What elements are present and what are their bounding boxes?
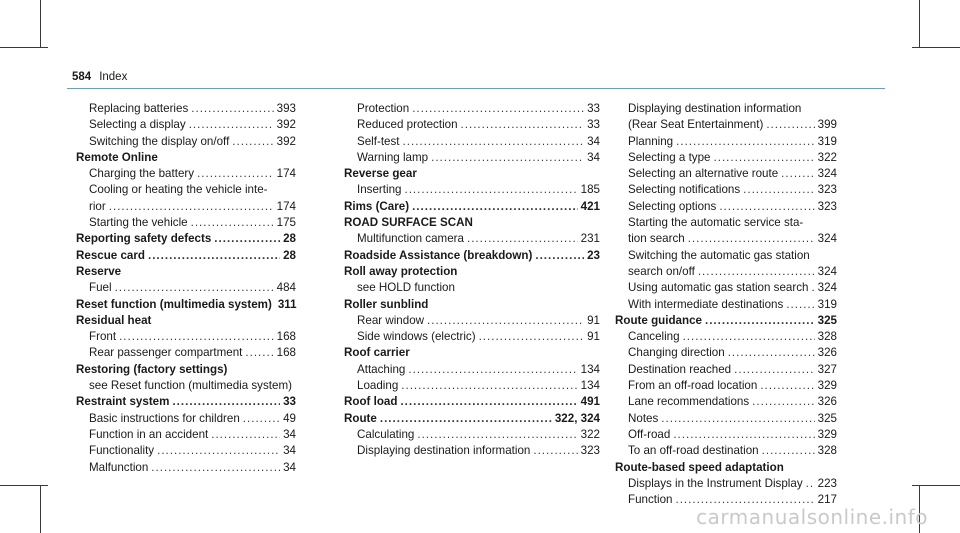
index-entry: Switching the automatic gas station	[628, 248, 810, 262]
index-entry	[344, 313, 600, 329]
page-reference[interactable]: 34	[283, 460, 296, 474]
leader-dots	[743, 182, 815, 198]
index-entry	[615, 280, 837, 296]
watermark: carmanualsonline.info	[696, 505, 928, 529]
page-reference[interactable]: 323	[817, 199, 837, 213]
leader-dots	[412, 101, 584, 117]
index-entry	[76, 199, 296, 215]
page-reference[interactable]: 49	[283, 411, 296, 425]
index-heading	[344, 248, 600, 264]
page-reference[interactable]: 174	[276, 167, 296, 181]
leader-dots	[403, 134, 585, 150]
entry-text: Calculating	[357, 427, 415, 441]
entry-text: To an off-road destination	[628, 444, 759, 458]
entry-text: Rear window	[357, 313, 425, 327]
crop-mark	[40, 485, 41, 533]
index-entry	[615, 134, 837, 150]
leader-dots	[412, 199, 578, 215]
index-entry: see HOLD function	[357, 281, 455, 295]
leader-dots	[431, 150, 584, 166]
index-column-1	[76, 101, 296, 476]
index-column-3	[615, 101, 837, 508]
leader-dots	[232, 134, 273, 150]
index-entry	[344, 101, 600, 117]
index-entry	[615, 443, 837, 459]
entry-text: Fuel	[89, 281, 112, 295]
entry-text: rior	[89, 199, 106, 213]
index-entry	[344, 231, 600, 247]
index-entry	[76, 215, 296, 231]
index-entry	[615, 378, 837, 394]
leader-dots	[408, 362, 577, 378]
entry-text: Lane recommendations	[628, 395, 750, 409]
index-entry	[76, 443, 296, 459]
entry-text: Selecting an alternative route	[628, 167, 779, 181]
page-reference[interactable]: 329	[817, 379, 837, 393]
index-entry	[615, 362, 837, 378]
index-entry	[76, 345, 296, 361]
entry-text: Planning	[628, 134, 674, 148]
index-entry	[615, 476, 837, 492]
leader-dots	[467, 231, 578, 247]
page-reference[interactable]: 91	[587, 313, 600, 327]
leader-dots	[400, 394, 577, 410]
page-reference[interactable]: 322	[817, 150, 837, 164]
index-entry	[76, 329, 296, 345]
page-reference[interactable]: 324	[817, 281, 837, 295]
index-entry	[615, 345, 837, 361]
page-reference[interactable]: 322	[580, 427, 600, 441]
index-entry	[344, 329, 600, 345]
entry-text: Route guidance	[615, 313, 702, 327]
page-reference[interactable]: 328	[817, 444, 837, 458]
index-entry	[344, 427, 600, 443]
index-heading	[76, 394, 296, 410]
leader-dots	[157, 443, 280, 459]
leader-dots	[676, 134, 815, 150]
leader-dots	[243, 411, 280, 427]
index-entry	[344, 362, 600, 378]
page-reference[interactable]: 28	[283, 232, 296, 246]
entry-text: Multifunction camera	[357, 232, 464, 246]
entry-text: Side windows (electric)	[357, 330, 476, 344]
leader-dots	[189, 117, 274, 133]
page-reference[interactable]: 174	[276, 199, 296, 213]
leader-dots	[404, 182, 577, 198]
leader-dots	[760, 378, 814, 394]
index-entry	[615, 297, 837, 313]
leader-dots	[786, 297, 814, 313]
page-reference[interactable]: 326	[817, 346, 837, 360]
leader-dots	[806, 476, 815, 492]
entry-text: Attaching	[357, 362, 406, 376]
index-entry	[344, 443, 600, 459]
entry-text: Reset function (multimedia system)	[76, 297, 272, 311]
index-entry	[76, 117, 296, 133]
leader-dots	[719, 199, 814, 215]
entry-text: Selecting a type	[628, 150, 711, 164]
leader-dots	[109, 199, 274, 215]
page-reference[interactable]: 28	[283, 248, 296, 262]
leader-dots	[661, 411, 814, 427]
leader-dots	[479, 329, 585, 345]
page-reference[interactable]: 326	[817, 395, 837, 409]
index-entry	[615, 182, 837, 198]
leader-dots	[191, 101, 273, 117]
entry-text: Rescue card	[76, 248, 145, 262]
page-reference[interactable]: 217	[817, 493, 837, 507]
entry-text: Destination reached	[628, 362, 732, 376]
page-reference[interactable]: 91	[587, 330, 600, 344]
index-entry	[344, 378, 600, 394]
page-reference[interactable]: 223	[817, 476, 837, 490]
page-reference[interactable]: 319	[817, 134, 837, 148]
page-reference[interactable]: 491	[580, 395, 600, 409]
index-entry	[615, 117, 837, 133]
crop-mark	[0, 47, 48, 48]
entry-text: tion search	[628, 232, 685, 246]
crop-mark	[912, 47, 960, 48]
index-heading: Reverse gear	[344, 167, 417, 181]
page-reference[interactable]: 323	[580, 444, 600, 458]
index-entry	[76, 166, 296, 182]
index-heading: Roll away protection	[344, 264, 458, 278]
index-entry	[76, 411, 296, 427]
leader-dots	[148, 248, 280, 264]
entry-text: Route	[344, 411, 377, 425]
index-heading	[344, 394, 600, 410]
entry-text: Displays in the Instrument Display	[628, 476, 803, 490]
entry-text: Roof load	[344, 395, 398, 409]
index-heading	[344, 411, 600, 427]
index-entry	[344, 134, 600, 150]
entry-text: Basic instructions for children	[89, 411, 240, 425]
page-reference[interactable]: 33	[587, 118, 600, 132]
leader-dots	[401, 378, 577, 394]
leader-dots	[688, 231, 815, 247]
page-reference[interactable]: 175	[276, 216, 296, 230]
leader-dots	[461, 117, 585, 133]
index-entry	[76, 280, 296, 296]
entry-text: Rear passenger compartment	[89, 346, 243, 360]
index-heading	[615, 313, 837, 329]
entry-text: Protection	[357, 102, 410, 115]
page-reference[interactable]: 325	[817, 411, 837, 425]
entry-text: Selecting a display	[89, 118, 186, 132]
index-heading: Restoring (factory settings)	[76, 362, 228, 376]
leader-dots	[119, 329, 274, 345]
index-heading	[76, 297, 296, 313]
page-reference[interactable]: 185	[580, 183, 600, 197]
leader-dots	[752, 394, 814, 410]
index-heading: Residual heat	[76, 313, 152, 327]
leader-dots	[734, 362, 815, 378]
entry-text: Selecting options	[628, 199, 717, 213]
page-reference[interactable]: 134	[580, 379, 600, 393]
leader-dots	[766, 117, 814, 133]
entry-text: Function	[628, 493, 673, 507]
page-reference[interactable]: 134	[580, 362, 600, 376]
leader-dots	[417, 427, 577, 443]
page-number: 584	[72, 71, 92, 83]
index-heading	[76, 248, 296, 264]
page-reference[interactable]: 329	[817, 427, 837, 441]
index-entry	[615, 199, 837, 215]
index-heading: Roller sunblind	[344, 297, 429, 311]
index-entry	[344, 182, 600, 198]
index-entry	[615, 394, 837, 410]
index-entry	[76, 460, 296, 476]
page-reference[interactable]: 34	[283, 444, 296, 458]
page-reference[interactable]: 421	[580, 199, 600, 213]
entry-text: Canceling	[628, 330, 680, 344]
index-entry	[615, 166, 837, 182]
entry-text: Malfunction	[89, 460, 149, 474]
entry-text: Starting the vehicle	[89, 216, 188, 230]
entry-text: Inserting	[357, 183, 402, 197]
header-rule	[67, 88, 885, 89]
page-reference[interactable]: 33	[587, 102, 600, 115]
page-reference[interactable]: 168	[276, 330, 296, 344]
index-entry	[344, 117, 600, 133]
page-reference[interactable]: 324	[817, 232, 837, 246]
index-entry: Starting the automatic service sta-	[628, 216, 804, 230]
page-reference[interactable]: 324	[817, 167, 837, 181]
index-entry	[344, 150, 600, 166]
index-entry	[615, 427, 837, 443]
crop-mark	[919, 0, 920, 48]
leader-dots	[211, 427, 280, 443]
leader-dots	[214, 231, 280, 247]
page-reference[interactable]: 393	[276, 102, 296, 115]
entry-text: Off-road	[628, 427, 671, 441]
index-column-2	[344, 101, 600, 460]
page-reference[interactable]: 23	[587, 248, 600, 262]
leader-dots	[115, 280, 274, 296]
leader-dots	[151, 460, 280, 476]
page-title: Index	[99, 71, 128, 83]
entry-text: Restraint system	[76, 395, 170, 409]
page-reference[interactable]: 311	[277, 297, 297, 311]
page-reference[interactable]: 399	[817, 118, 837, 132]
index-heading: Remote Online	[76, 150, 158, 164]
index-heading: Roof carrier	[344, 346, 410, 360]
index-entry: Cooling or heating the vehicle inte-	[89, 183, 268, 197]
index-entry: see Reset function (multimedia system)	[89, 379, 292, 393]
page-reference[interactable]: 323	[817, 183, 837, 197]
entry-text: With intermediate destinations	[628, 297, 784, 311]
index-heading	[76, 231, 296, 247]
index-entry	[615, 329, 837, 345]
leader-dots	[698, 264, 815, 280]
crop-mark	[912, 485, 960, 486]
leader-dots	[781, 166, 814, 182]
page-reference[interactable]: 34	[587, 134, 600, 148]
leader-dots	[683, 329, 815, 345]
entry-text: Replacing batteries	[89, 102, 189, 115]
leader-dots	[673, 427, 814, 443]
page-reference[interactable]: 322, 324	[554, 411, 600, 425]
leader-dots	[380, 411, 552, 427]
index-heading	[344, 199, 600, 215]
leader-dots	[172, 394, 280, 410]
crop-mark	[40, 0, 41, 48]
index-entry	[615, 150, 837, 166]
index-heading: Reserve	[76, 264, 122, 278]
page-reference[interactable]: 484	[276, 281, 296, 295]
page-reference[interactable]: 392	[276, 134, 296, 148]
index-heading: ROAD SURFACE SCAN	[344, 216, 473, 230]
leader-dots	[191, 215, 274, 231]
entry-text: Displaying destination information	[357, 444, 531, 458]
entry-text: Warning lamp	[357, 150, 429, 164]
leader-dots	[245, 345, 273, 361]
page-reference[interactable]: 34	[587, 150, 600, 164]
entry-text: Changing direction	[628, 346, 725, 360]
leader-dots	[705, 313, 815, 329]
page-reference[interactable]: 33	[283, 395, 296, 409]
page-reference[interactable]: 392	[276, 118, 296, 132]
entry-text: Reporting safety defects	[76, 232, 212, 246]
entry-text: Charging the battery	[89, 167, 195, 181]
entry-text: Functionality	[89, 444, 155, 458]
page-reference[interactable]: 328	[817, 330, 837, 344]
entry-text: Notes	[628, 411, 659, 425]
page-reference[interactable]: 325	[817, 313, 837, 327]
page-reference[interactable]: 34	[283, 427, 296, 441]
entry-text: Reduced protection	[357, 118, 458, 132]
entry-text: search on/off	[628, 264, 695, 278]
leader-dots	[762, 443, 815, 459]
entry-text: (Rear Seat Entertainment)	[628, 118, 764, 132]
entry-text: Switching the display on/off	[89, 134, 230, 148]
leader-dots	[533, 443, 577, 459]
page-reference[interactable]: 168	[276, 346, 296, 360]
entry-text: Self-test	[357, 134, 400, 148]
index-entry: Displaying destination information	[628, 102, 802, 115]
crop-mark	[0, 485, 48, 486]
leader-dots	[811, 280, 814, 296]
page-reference[interactable]: 319	[817, 297, 837, 311]
index-entry	[615, 264, 837, 280]
entry-text: Selecting notifications	[628, 183, 741, 197]
leader-dots	[197, 166, 274, 182]
entry-text: Rims (Care)	[344, 199, 410, 213]
leader-dots	[427, 313, 584, 329]
entry-text: Roadside Assistance (breakdown)	[344, 248, 533, 262]
entry-text: Using automatic gas station search	[628, 281, 809, 295]
leader-dots	[535, 248, 584, 264]
page-reference[interactable]: 324	[817, 264, 837, 278]
index-entry	[76, 427, 296, 443]
entry-text: Function in an accident	[89, 427, 209, 441]
entry-text: Loading	[357, 379, 399, 393]
leader-dots	[728, 345, 815, 361]
leader-dots	[714, 150, 815, 166]
index-entry	[76, 134, 296, 150]
index-heading: Route-based speed adaptation	[615, 460, 784, 474]
entry-text: Front	[89, 330, 117, 344]
entry-text: From an off-road location	[628, 379, 758, 393]
page-header	[72, 71, 127, 83]
index-entry	[615, 231, 837, 247]
page-reference[interactable]: 327	[817, 362, 837, 376]
page-reference[interactable]: 231	[580, 232, 600, 246]
index-entry	[615, 411, 837, 427]
index-entry	[76, 101, 296, 117]
